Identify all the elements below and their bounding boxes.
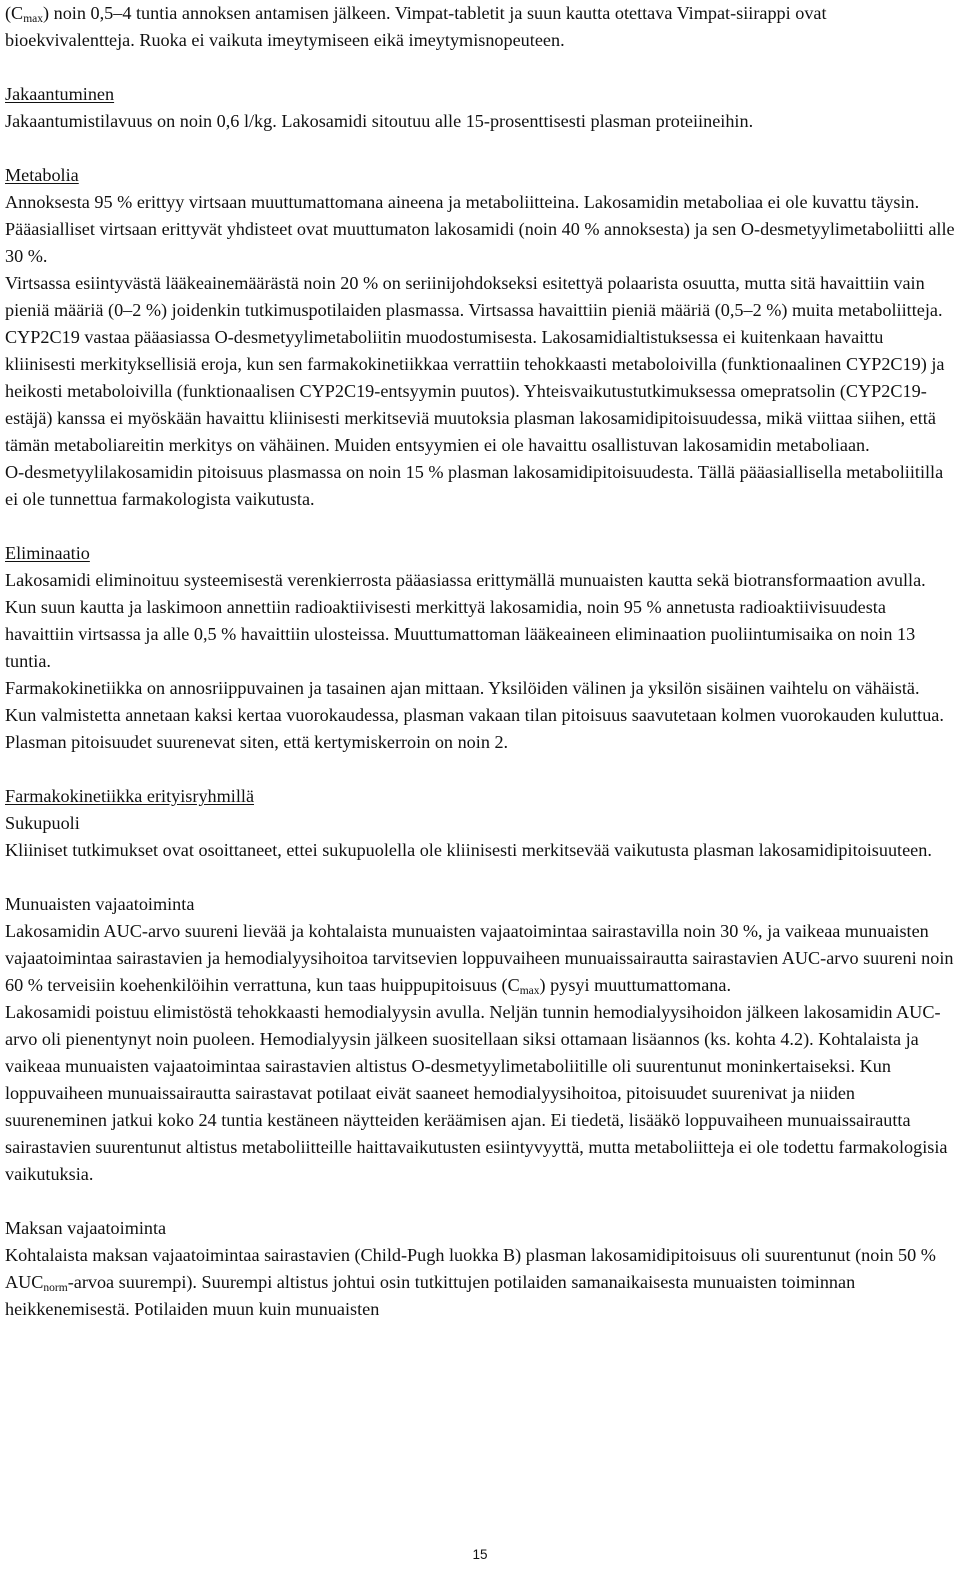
subheading-munuaisten-vajaatoiminta: Munuaisten vajaatoiminta — [5, 894, 195, 914]
metabolia-paragraph-2: Virtsassa esiintyvästä lääkeainemäärästä noin 20 % on seriinijohdokseksi esitettyä polaarista osuutta, mutta sitä havaittiin vain pieniä määriä (0–2 %) joidenkin tutkimuspotilaiden plasmassa. Virtsassa havaittiin pieniä määriä (0,5–2 %) muita metaboliitteja. — [5, 273, 943, 320]
maksa-paragraph-1: Kohtalaista maksan vajaatoimintaa sairastavien (Child-Pugh luokka B) plasman lakosamidipitoisuus oli suurentunut (noin 50 % $AUC_{norm}$-arvoa suurempi). Suurempi altistus johtui osin tutkittujen potilaiden samanaikaisesta munuaisten toiminnan heikkenemisestä. Potilaiden muun kuin munuaisten — [5, 1245, 936, 1319]
document-page — [5, 0, 955, 1323]
sukupuoli-text: Kliiniset tutkimukset ovat osoittaneet, ettei sukupuolella ole kliinisesti merkitsevää vaikutusta plasman lakosamidipitoisuuteen. — [5, 840, 932, 860]
eliminaatio-paragraph-1: Lakosamidi eliminoituu systeemisestä verenkierrosta pääasiassa erittymällä munuaisten kautta sekä biotransformaation avulla. Kun suun kautta ja laskimoon annettiin radioaktiivisesti merkittyä lakosamidia, noin 95 % annetusta radioaktiivisuudesta havaittiin virtsassa ja alle 0,5 % havaittiin ulosteissa. Muuttumattoman lääkeaineen eliminaation puoliintumisaika on noin 13 tuntia. — [5, 570, 926, 671]
munuaiset-paragraph-2: Lakosamidi poistuu elimistöstä tehokkaasti hemodialyysin avulla. Neljän tunnin hemodialyysihoidon jälkeen lakosamidin AUC-arvo oli pienentynyt noin puoleen. Hemodialyysin jälkeen suositellaan siksi ottamaan lisäannos (ks. kohta 4.2). Kohtalaista ja vaikeaa munuaisten vajaatoimintaa sairastavien altistus O-desmetyylimetaboliitille oli suurentunut moninkertaiseksi. Kun loppuvaiheen munuaissairautta sairastavat potilaat eivät saaneet hemodialyysihoitoa, pitoisuudet suurenivat ja niiden suureneminen jatkui koko 24 tuntia kestäneen näytteiden keräämisen ajan. Ei tiedetä, lisääkö loppuvaiheen munuaissairautta sairastavien suurentunut altistus metaboliitteille haittavaikutusten esiintyvyyttä, mutta metaboliitteja ei ole todettu farmakologisia vaikutuksia. — [5, 1002, 948, 1184]
metabolia-paragraph-3: CYP2C19 vastaa pääasiassa O-desmetyylimetaboliitin muodostumisesta. Lakosamidialtistuksessa ei kuitenkaan havaittu kliinisesti merkityksellisiä eroja, kun sen farmakokinetiikkaa verrattiin tehokkaasti metaboloivilla (funktionaalinen CYP2C19) ja heikosti metaboloivilla (funktionaalisen CYP2C19-entsyymin puutos). Yhteisvaikutustutkimuksessa omepratsolin (CYP2C19-estäjä) kanssa ei myöskään havaittu kliinisesti merkitseviä muutoksia plasman lakosamidipitoisuudessa, mikä viittaa siihen, että tämän metaboliareitin merkitys on vähäinen. Muiden entsyymien ei ole havaittu osallistuvan lakosamidin metaboliaan. — [5, 327, 945, 455]
eliminaatio-paragraph-2: Farmakokinetiikka on annosriippuvainen ja tasainen ajan mittaan. Yksilöiden välinen ja yksilön sisäinen vaihtelu on vähäistä. Kun valmistetta annetaan kaksi kertaa vuorokaudessa, plasman vakaan tilan pitoisuus saavutetaan kolmen vuorokauden kuluttua. Plasman pitoisuudet suurenevat siten, että kertymiskerroin on noin 2. — [5, 678, 944, 752]
jakaantuminen-text: Jakaantumistilavuus on noin 0,6 l/kg. Lakosamidi sitoutuu alle 15-prosenttisesti plasman proteiineihin. — [5, 111, 754, 131]
section-heading-metabolia: Metabolia — [5, 165, 79, 185]
munuaiset-paragraph-1: Lakosamidin AUC-arvo suureni lievää ja kohtalaista munuaisten vajaatoimintaa sairastavilla noin 30 %, ja vaikeaa munuaisten vajaatoimintaa sairastavien ja hemodialyysihoitoa tarvitsevien loppuvaiheen munuaissairautta sairastavien AUC-arvo suureni noin 60 % terveisiin koehenkilöihin verrattuna, kun taas huippupitoisuus $(C_{max})$ pysyi muuttumattomana. — [5, 921, 954, 997]
metabolia-paragraph-4: O-desmetyylilakosamidin pitoisuus plasmassa on noin 15 % plasman lakosamidipitoisuudesta. Tällä pääasiallisella metaboliitilla ei ole tunnettua farmakologista vaikutusta. — [5, 462, 944, 509]
metabolia-paragraph-1: Annoksesta 95 % erittyy virtsaan muuttumattomana aineena ja metaboliitteina. Lakosamidin metaboliaa ei ole kuvattu täysin. Pääasialliset virtsaan erittyvät yhdisteet ovat muuttumaton lakosamidi (noin 40 % annoksesta) ja sen O-desmetyylimetaboliitti alle 30 %. — [5, 192, 955, 266]
intro-paragraph: $(C_{max})$ noin 0,5–4 tuntia annoksen antamisen jälkeen. Vimpat-tabletit ja suun kautta otettava Vimpat-siirappi ovat bioekvivalentteja. Ruoka ei vaikuta imeytymiseen eikä imeytymisnopeuteen. — [5, 3, 827, 50]
section-heading-erityisryhmat: Farmakokinetiikka erityisryhmillä — [5, 786, 255, 806]
section-heading-jakaantuminen: Jakaantuminen — [5, 84, 115, 104]
subheading-maksan-vajaatoiminta: Maksan vajaatoiminta — [5, 1218, 167, 1238]
subheading-sukupuoli: Sukupuoli — [5, 813, 80, 833]
section-heading-eliminaatio: Eliminaatio — [5, 543, 90, 563]
page-number: 15 — [472, 1547, 488, 1562]
